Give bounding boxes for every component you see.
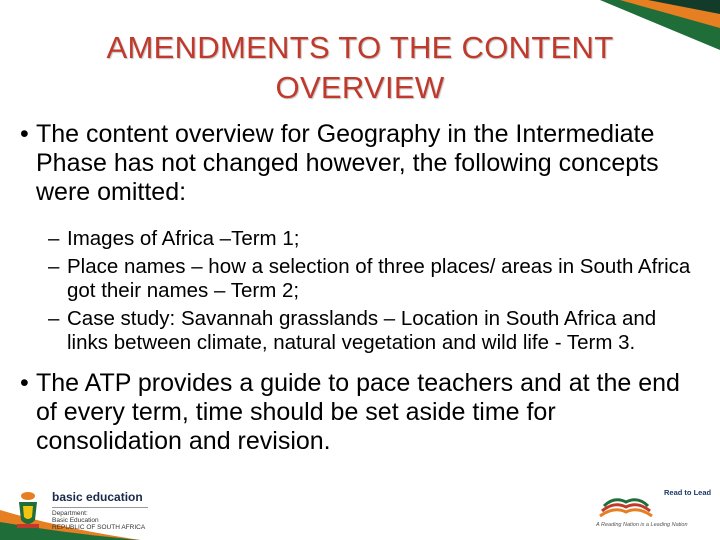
sub-item-1 xyxy=(22,227,702,251)
logo-divider xyxy=(52,507,148,508)
bullet-marker: • xyxy=(20,120,29,148)
bullet-text-2: The ATP provides a guide to pace teachers and at the end of every term, time should be set aside time for consolidation and revision. xyxy=(36,369,680,455)
slide-title xyxy=(40,28,680,108)
title-line-1: AMENDMENTS TO THE CONTENT xyxy=(106,30,614,65)
department-name: Basic Education xyxy=(52,517,99,524)
read-to-lead-logo xyxy=(586,488,716,536)
dash-marker: – xyxy=(48,255,60,278)
bullet-text-1: The content overview for Geography in the Intermediate Phase has not changed however, the following concepts were omitted: xyxy=(36,120,659,206)
sub-item-text-3: Case study: Savannah grasslands – Location in South Africa and links between climate, natural vegetation and wild life - Term 3. xyxy=(67,307,657,354)
bullet-item-2 xyxy=(22,369,702,456)
country-name: REPUBLIC OF SOUTH AFRICA xyxy=(52,524,146,531)
dash-marker: – xyxy=(48,227,60,250)
slide-body xyxy=(22,120,702,456)
sub-item-text-1: Images of Africa –Term 1; xyxy=(67,227,300,250)
sub-item-3 xyxy=(22,307,702,355)
title-line-2: OVERVIEW xyxy=(275,70,445,105)
bullet-marker: • xyxy=(20,369,29,397)
basic-education-logo xyxy=(6,488,166,536)
sub-item-text-2: Place names – how a selection of three places/ areas in South Africa got their names – Term 2; xyxy=(67,255,691,302)
read-to-lead-tagline: A Reading Nation is a Leading Nation xyxy=(596,522,688,528)
books-icon xyxy=(596,492,656,520)
read-to-lead-title: Read to Lead xyxy=(664,488,712,497)
coat-of-arms-icon xyxy=(14,490,42,530)
department-label: Department: xyxy=(52,510,88,517)
dash-marker: – xyxy=(48,307,60,330)
basic-education-title: basic education xyxy=(52,490,143,504)
bullet-item-1 xyxy=(22,120,702,207)
sub-item-2 xyxy=(22,255,702,303)
